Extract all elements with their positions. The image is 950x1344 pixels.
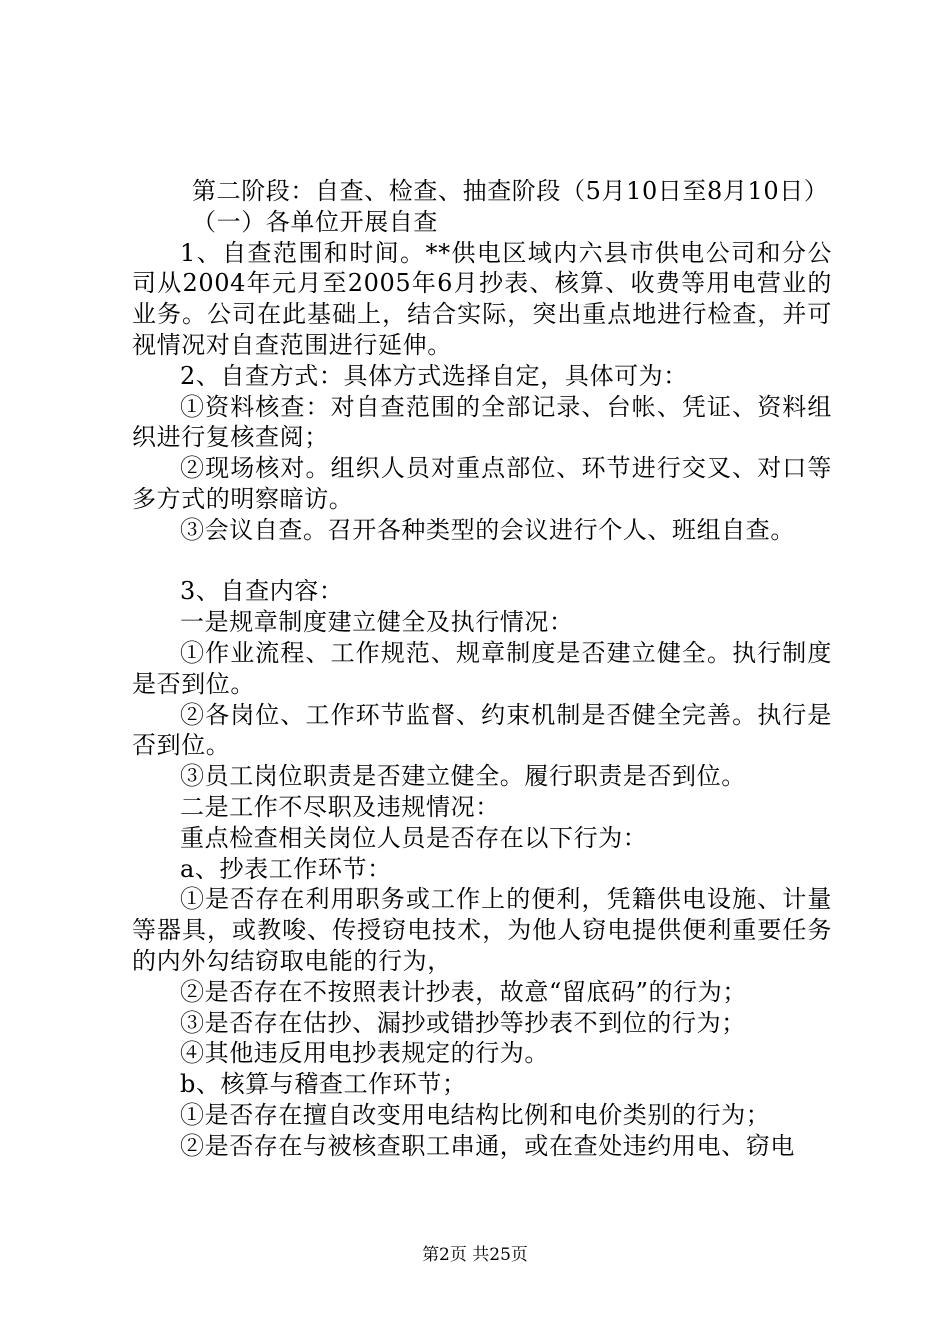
paragraph-scope-and-time: 1、自查范围和时间。**供电区域内六县市供电公司和分公司从2004年元月至2005年6月抄表、核算、收费等用电营业的业务。公司在此基础上，结合实际，突出重点地进行检查，并可视情况对自查范围进行延伸。: [132, 238, 832, 359]
list-item-meter-2: ②是否存在不按照表计抄表，故意“留底码”的行为；: [180, 977, 747, 1006]
subheading-rules: 一是规章制度建立健全及执行情况：: [180, 608, 574, 637]
list-item-meter-1: ①是否存在利用职务或工作上的便利，凭籍供电设施、计量等器具，或教唆、传授窃电技术，为他人窃电提供便利重要任务的内外勾结窃取电能的行为，: [132, 885, 832, 975]
list-item-rules-3: ③员工岗位职责是否建立健全。履行职责是否到位。: [180, 762, 746, 791]
list-item-rules-2: ②各岗位、工作环节监督、约束机制是否健全完善。执行是否到位。: [132, 700, 832, 760]
paragraph-key-check: 重点检查相关岗位人员是否存在以下行为：: [180, 823, 648, 852]
subheading-meter-reading: a、抄表工作环节：: [180, 854, 392, 883]
subheading-accounting: b、核算与稽查工作环节；: [180, 1070, 467, 1099]
paragraph-check-method: 2、自查方式：具体方式选择自定，具体可为：: [180, 361, 688, 390]
list-item-onsite-check: ②现场核对。组织人员对重点部位、环节进行交叉、对口等多方式的明察暗访。: [132, 454, 832, 513]
list-item-meter-4: ④其他违反用电抄表规定的行为。: [180, 1039, 549, 1068]
page-number-footer: 第2页 共25页: [422, 1245, 528, 1265]
section-heading-self-check: （一）各单位开展自查: [192, 207, 438, 236]
blank-line: [132, 546, 832, 577]
list-item-meter-3: ③是否存在估抄、漏抄或错抄等抄表不到位的行为；: [180, 1008, 746, 1037]
stage-heading: 第二阶段：自查、检查、抽查阶段（5月10日至8月10日）: [192, 177, 829, 205]
list-item-rules-1: ①作业流程、工作规范、规章制度是否建立健全。执行制度是否到位。: [132, 638, 832, 698]
list-item-accounting-2: ②是否存在与被核查职工串通，或在查处违约用电、窃电: [180, 1131, 795, 1160]
list-item-accounting-1: ①是否存在擅自改变用电结构比例和电价类别的行为；: [180, 1100, 771, 1129]
paragraph-check-content: 3、自查内容：: [180, 577, 344, 606]
list-item-document-review: ①资料核查：对自查范围的全部记录、台帐、凭证、资料组织进行复核查阅；: [132, 392, 832, 452]
subheading-violations: 二是工作不尽职及违规情况：: [180, 792, 500, 821]
document-body: [132, 176, 832, 1162]
list-item-meeting-check: ③会议自查。召开各种类型的会议进行个人、班组自查。: [180, 515, 795, 544]
